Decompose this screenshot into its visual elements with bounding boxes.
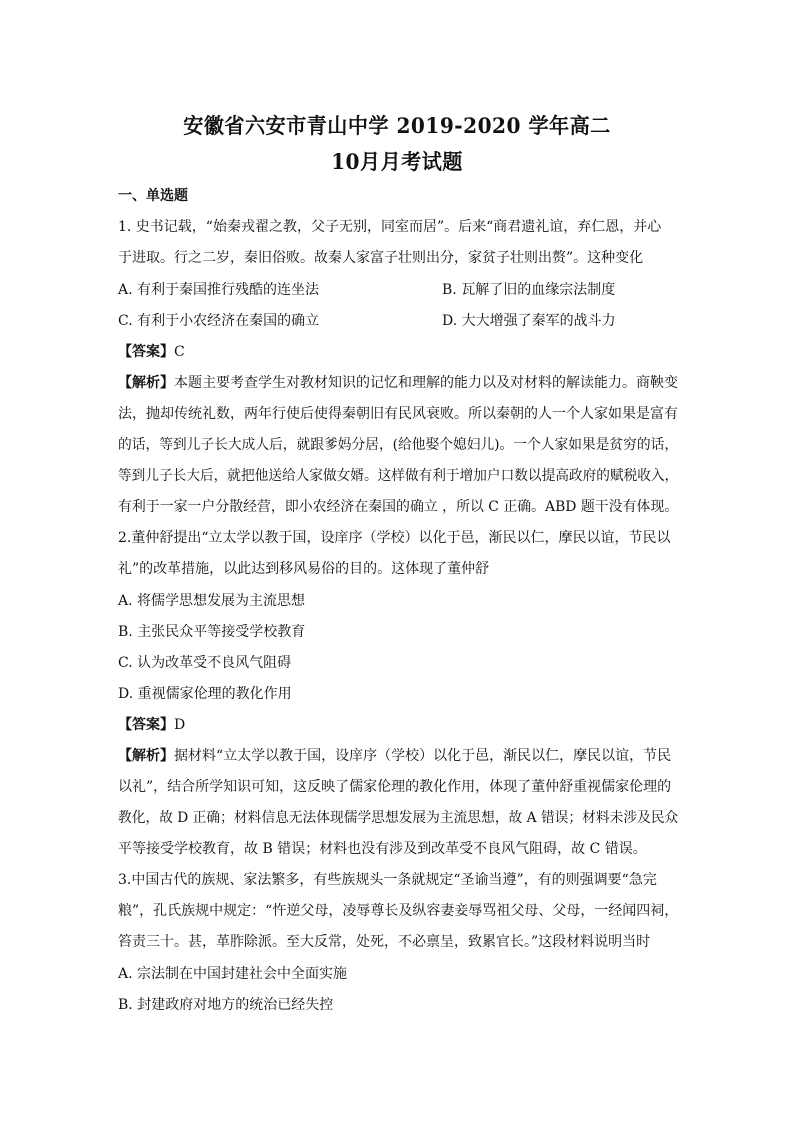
- q3-option-a: A. 宗法制在中国封建社会中全面实施: [118, 966, 348, 982]
- q2-analysis-label: 【解析】: [118, 748, 174, 764]
- q2-answer-label: 【答案】: [118, 717, 174, 733]
- q2-option-b: B. 主张民众平等接受学校教育: [118, 624, 306, 640]
- q1-stem-line1: 1. 史书记载，“始秦戎翟之教，父子无别，同室而居”。后来“商君遗礼谊，弃仁恩，并心: [118, 219, 662, 235]
- q2-stem-line1: 2.董仲舒提出“立太学以教于国，设庠序（学校）以化于邑，渐民以仁，摩民以谊，节民以: [118, 530, 671, 546]
- q3-stem-line2: 粮”，孔氏族规中规定：“忤逆父母，凌辱尊长及纵容妻妾辱骂祖父母、父母，一经闻四祠，: [118, 903, 679, 919]
- q2-option-c: C. 认为改革受不良风气阻碍: [118, 655, 292, 671]
- q2-answer-value: D: [174, 717, 186, 733]
- q1-analysis-label: 【解析】: [118, 375, 174, 391]
- q1-analysis-line1: [118, 373, 678, 393]
- q3-stem-line3: 笞责三十。甚，革胙除派。至大反常，处死，不必禀呈，致累官长。”这段材料说明当时: [118, 934, 651, 950]
- q1-answer: [118, 342, 678, 362]
- q1-analysis-line4: 等到儿子长大后，就把他送给人家做女婿。这样做有利于增加户口数以提高政府的赋税收入，: [118, 468, 679, 484]
- q2-answer: [118, 715, 678, 735]
- q2-analysis-text1: 据材料“立太学以教于国，设庠序（学校）以化于邑，渐民以仁，摩民以谊，节民: [174, 748, 672, 764]
- q2-option-d: D. 重视儒家伦理的教化作用: [118, 686, 292, 702]
- q2-stem-line2: 礼”的改革措施，以此达到移风易俗的目的。这体现了董仲舒: [118, 561, 490, 577]
- q2-option-a: A. 将儒学思想发展为主流思想: [118, 593, 306, 609]
- q1-stem-line2: 于进取。行之二岁，秦旧俗败。故秦人家富子壮则出分，家贫子壮则出赘”。这种变化: [118, 250, 644, 266]
- q1-analysis-line2: 法，抛却传统礼数，两年行使后使得秦朝旧有民风衰败。所以秦朝的人一个人家如果是富有: [118, 406, 678, 422]
- q1-option-c: C. 有利于小农经济在秦国的确立: [118, 313, 320, 329]
- document-title-line2: 10月月考试题: [331, 149, 463, 174]
- q2-analysis-line2: 以礼”，结合所学知识可知，这反映了儒家伦理的教化作用，体现了董仲舒重视儒家伦理的: [118, 779, 672, 795]
- q1-option-a: A. 有利于秦国推行残酷的连坐法: [118, 282, 320, 298]
- q1-analysis-line3: 的话，等到儿子长大成人后，就跟爹妈分居，(给他娶个媳妇儿)。一个人家如果是贫穷的话，: [118, 437, 679, 453]
- q1-answer-label: 【答案】: [118, 344, 174, 360]
- q1-answer-value: C: [174, 344, 185, 360]
- q2-analysis-line1: [118, 746, 678, 766]
- q1-option-d: D. 大大增强了秦军的战斗力: [442, 313, 616, 329]
- q2-analysis-line3: 教化，故 D 正确；材料信息无法体现儒学思想发展为主流思想，故 A 错误；材料未涉及民众: [118, 810, 679, 826]
- section-heading: 一、单选题: [118, 188, 188, 204]
- q1-option-b: B. 瓦解了旧的血缘宗法制度: [442, 282, 616, 298]
- q3-stem-line1: 3.中国古代的族规、家法繁多，有些族规头一条就规定“圣谕当遵”，有的则强调要“急完: [118, 872, 657, 888]
- q1-analysis-text1: 本题主要考查学生对教材知识的记忆和理解的能力以及对材料的解读能力。商鞅变: [174, 375, 678, 391]
- q3-option-b: B. 封建政府对地方的统治已经失控: [118, 997, 334, 1013]
- q2-analysis-line4: 平等接受学校教育，故 B 错误；材料也没有涉及到改革受不良风气阻碍，故 C 错误。: [118, 841, 647, 857]
- document-title-line1: 安徽省六安市青山中学 2019-2020 学年高二: [183, 113, 611, 138]
- q1-analysis-line5: 有利于一家一户分散经营，即小农经济在秦国的确立 ，所以 C 正确。ABD 题干没有体现。: [118, 499, 679, 515]
